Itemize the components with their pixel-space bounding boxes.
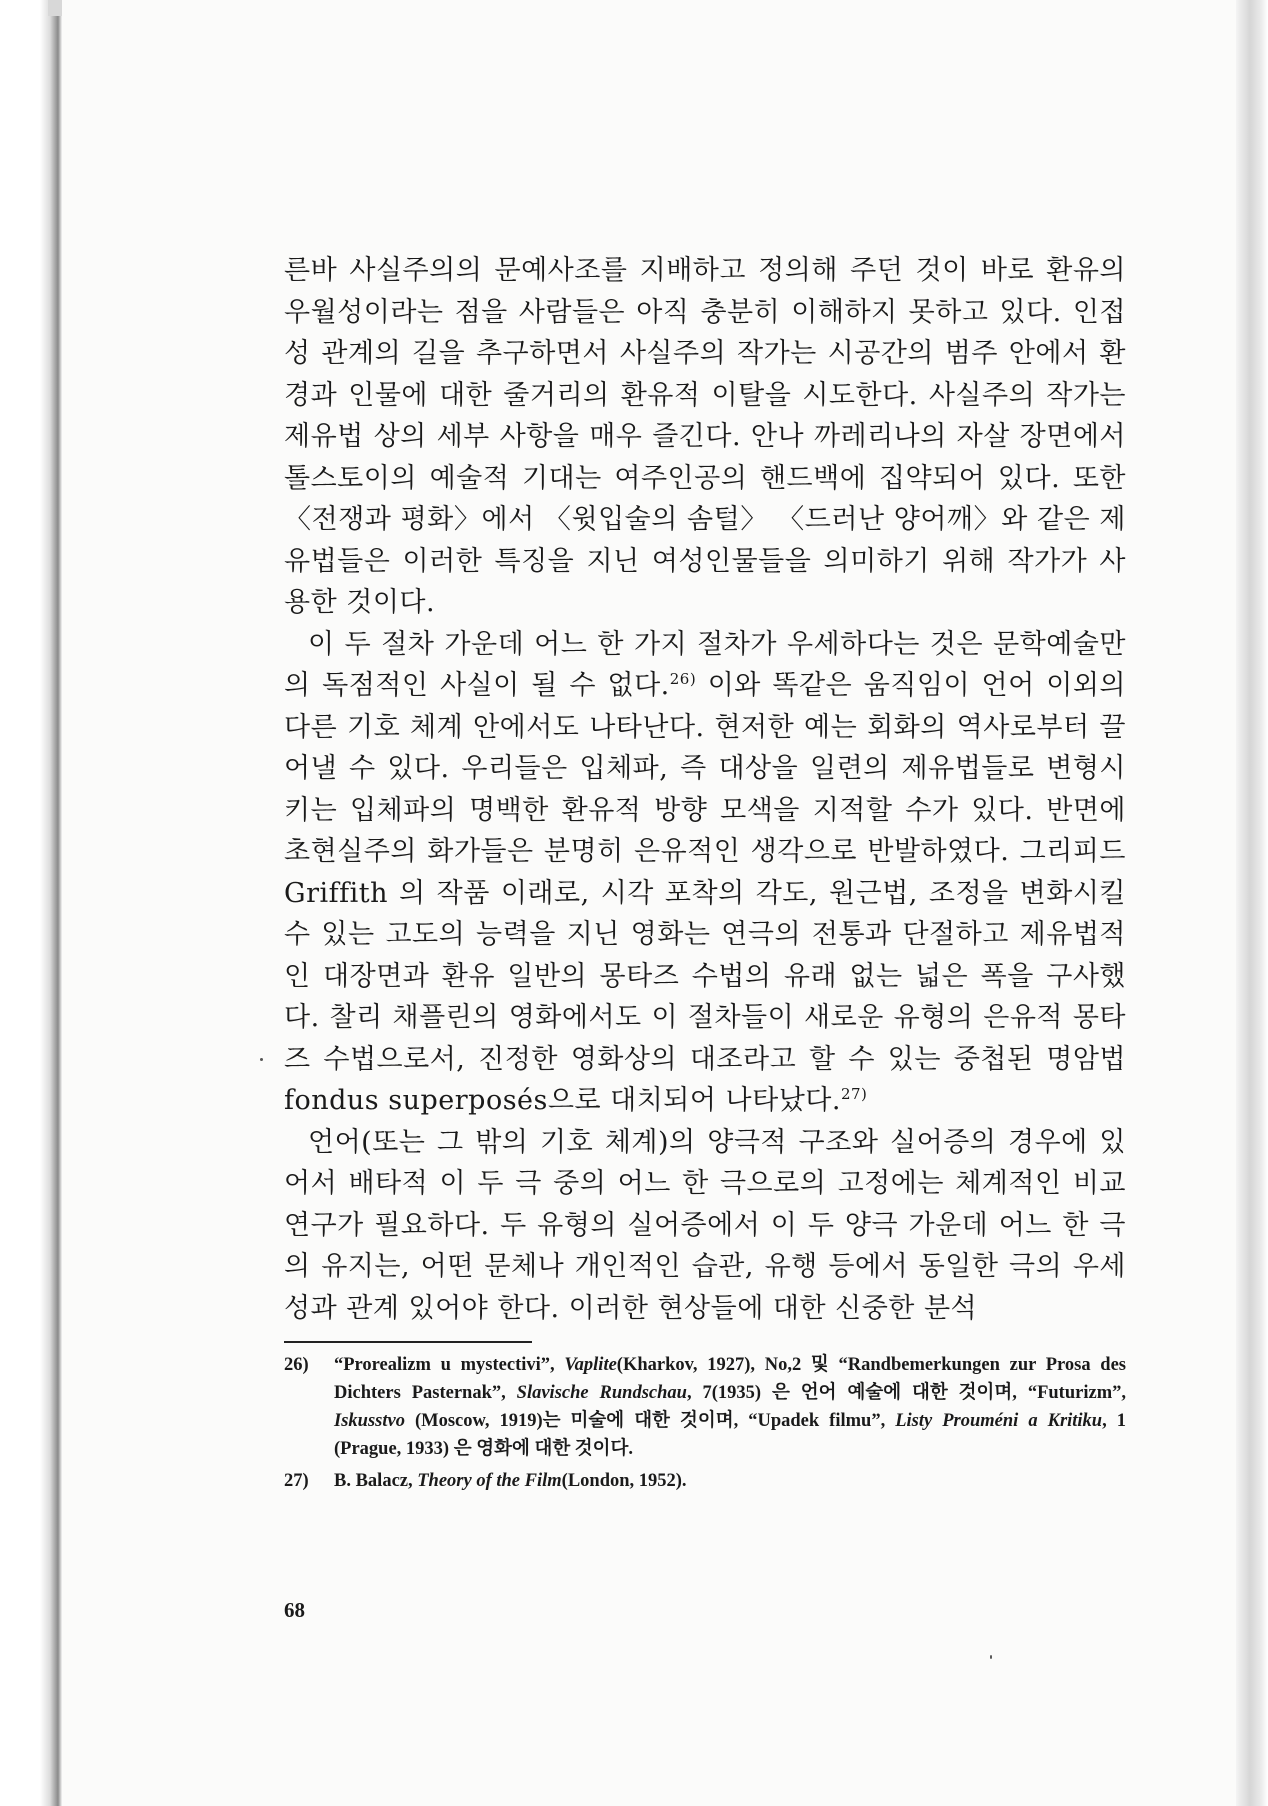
page-corner xyxy=(48,0,62,16)
page-left-edge xyxy=(0,0,62,1806)
footnote-text xyxy=(334,1351,1126,1463)
scan-speck xyxy=(260,1058,263,1061)
page-content xyxy=(284,250,1126,1495)
page-number: 68 xyxy=(284,1598,305,1622)
paragraph-3: 언어(또는 그 밖의 기호 체계)의 양극적 구조와 실어증의 경우에 있어서 배타적 이 두 극 중의 어느 한 극으로의 고정에는 체계적인 비교연구가 필요하다. 두 유형의 실어증에서 이 두 양극 가운데 어느 한 극의 유지는, 어떤 문체나 개인적인 습관, 유행 등에서 동일한 극의 우세성과 관계 있어야 한다. 이러한 현상들에 대한 신중한 분석 xyxy=(284,1126,1126,1324)
footnote-divider xyxy=(284,1341,532,1343)
footnote-ref-26: 26) xyxy=(669,670,697,688)
paragraph-2-part-1: 이 두 절차 가운데 어느 한 가지 절차가 우세하다는 것은 문학예술만의 독점적인 사실이 될 수 없다. xyxy=(284,628,1126,701)
footnote-number: 27) xyxy=(284,1471,309,1491)
footnote-title-italic: Listy Prouméni a Kritiku xyxy=(895,1411,1103,1431)
footnote-title-italic: Vaplite xyxy=(564,1355,617,1375)
scan-speck xyxy=(990,1655,992,1659)
footnote-number: 26) xyxy=(284,1355,309,1375)
footnote-title-italic: Iskusstvo xyxy=(334,1411,405,1431)
footnote-ref-27: 27) xyxy=(840,1085,868,1103)
footnote-27 xyxy=(284,1467,1126,1495)
footnotes xyxy=(284,1351,1126,1495)
footnote-text-part: “Prorealizm u mystectivi”, xyxy=(334,1355,565,1375)
paragraph-2-part-2: 이와 똑같은 움직임이 언어 이외의 다른 기호 체계 안에서도 나타난다. 현저한 예는 회화의 역사로부터 끌어낼 수 있다. 우리들은 입체파, 즉 대상을 일련의 제유법들로 변형시키는 입체파의 명백한 환유적 방향 모색을 지적할 수가 있다. 반면에 초현실주의 화가들은 분명히 은유적인 생각으로 반발하였다. 그리피드 Griffith 의 작품 이래로, 시각 포착의 각도, 원근법, 조정을 변화시킬 수 있는 고도의 능력을 지닌 영화는 연극의 전통과 단절하고 제유법적인 대장면과 환유 일반의 몽타즈 수법의 유래 없는 넓은 폭을 구사했다. 찰리 채플린의 영화에서도 이 절차들이 새로운 유형의 은유적 몽타즈 수법으로서, 진정한 영화상의 대조라고 할 수 있는 중첩된 명암법 fondus superposés으로 대치되어 나타났다. xyxy=(284,670,1126,1116)
footnote-text-part: B. Balacz, xyxy=(334,1471,418,1491)
body-text xyxy=(284,250,1126,1329)
footnote-text xyxy=(334,1467,1126,1495)
paragraph-1: 른바 사실주의의 문예사조를 지배하고 정의해 주던 것이 바로 환유의 우월성이라는 점을 사람들은 아직 충분히 이해하지 못하고 있다. 인접성 관계의 길을 추구하면서 사실주의 작가는 시공간의 범주 안에서 환경과 인물에 대한 줄거리의 환유적 이탈을 시도한다. 사실주의 작가는 제유법 상의 세부 사항을 매우 즐긴다. 안나 까레리나의 자살 장면에서 톨스토이의 예술적 기대는 여주인공의 핸드백에 집약되어 있다. 또한 〈전쟁과 평화〉에서 〈윗입술의 솜털〉 〈드러난 양어깨〉와 같은 제유법들은 이러한 특징을 지닌 여성인물들을 의미하기 위해 작가가 사용한 것이다. xyxy=(284,255,1126,618)
footnote-title-italic: Slavische Rundschau xyxy=(516,1383,687,1403)
footnote-text-part: (Kharkov, 1927), No,2 및 “Randbemerkungen zur Prosa des Dichters Pasternak”, xyxy=(334,1355,1126,1403)
page-right-edge xyxy=(1236,0,1268,1806)
footnote-text-part: (London, 1952). xyxy=(561,1471,687,1491)
footnote-title-italic: Theory of the Film xyxy=(417,1471,562,1491)
footnote-text-part: (Moscow, 1919)는 미술에 대한 것이며, “Upadek filmu”, xyxy=(404,1411,896,1431)
footnote-26 xyxy=(284,1351,1126,1463)
footnote-text-part: , 1 (Prague, 1933) 은 영화에 대한 것이다. xyxy=(334,1411,1127,1459)
footnote-text-part: , 7(1935) 은 언어 예술에 대한 것이며, “Futurizm”, xyxy=(686,1383,1126,1403)
paragraph-2 xyxy=(284,624,1126,1122)
